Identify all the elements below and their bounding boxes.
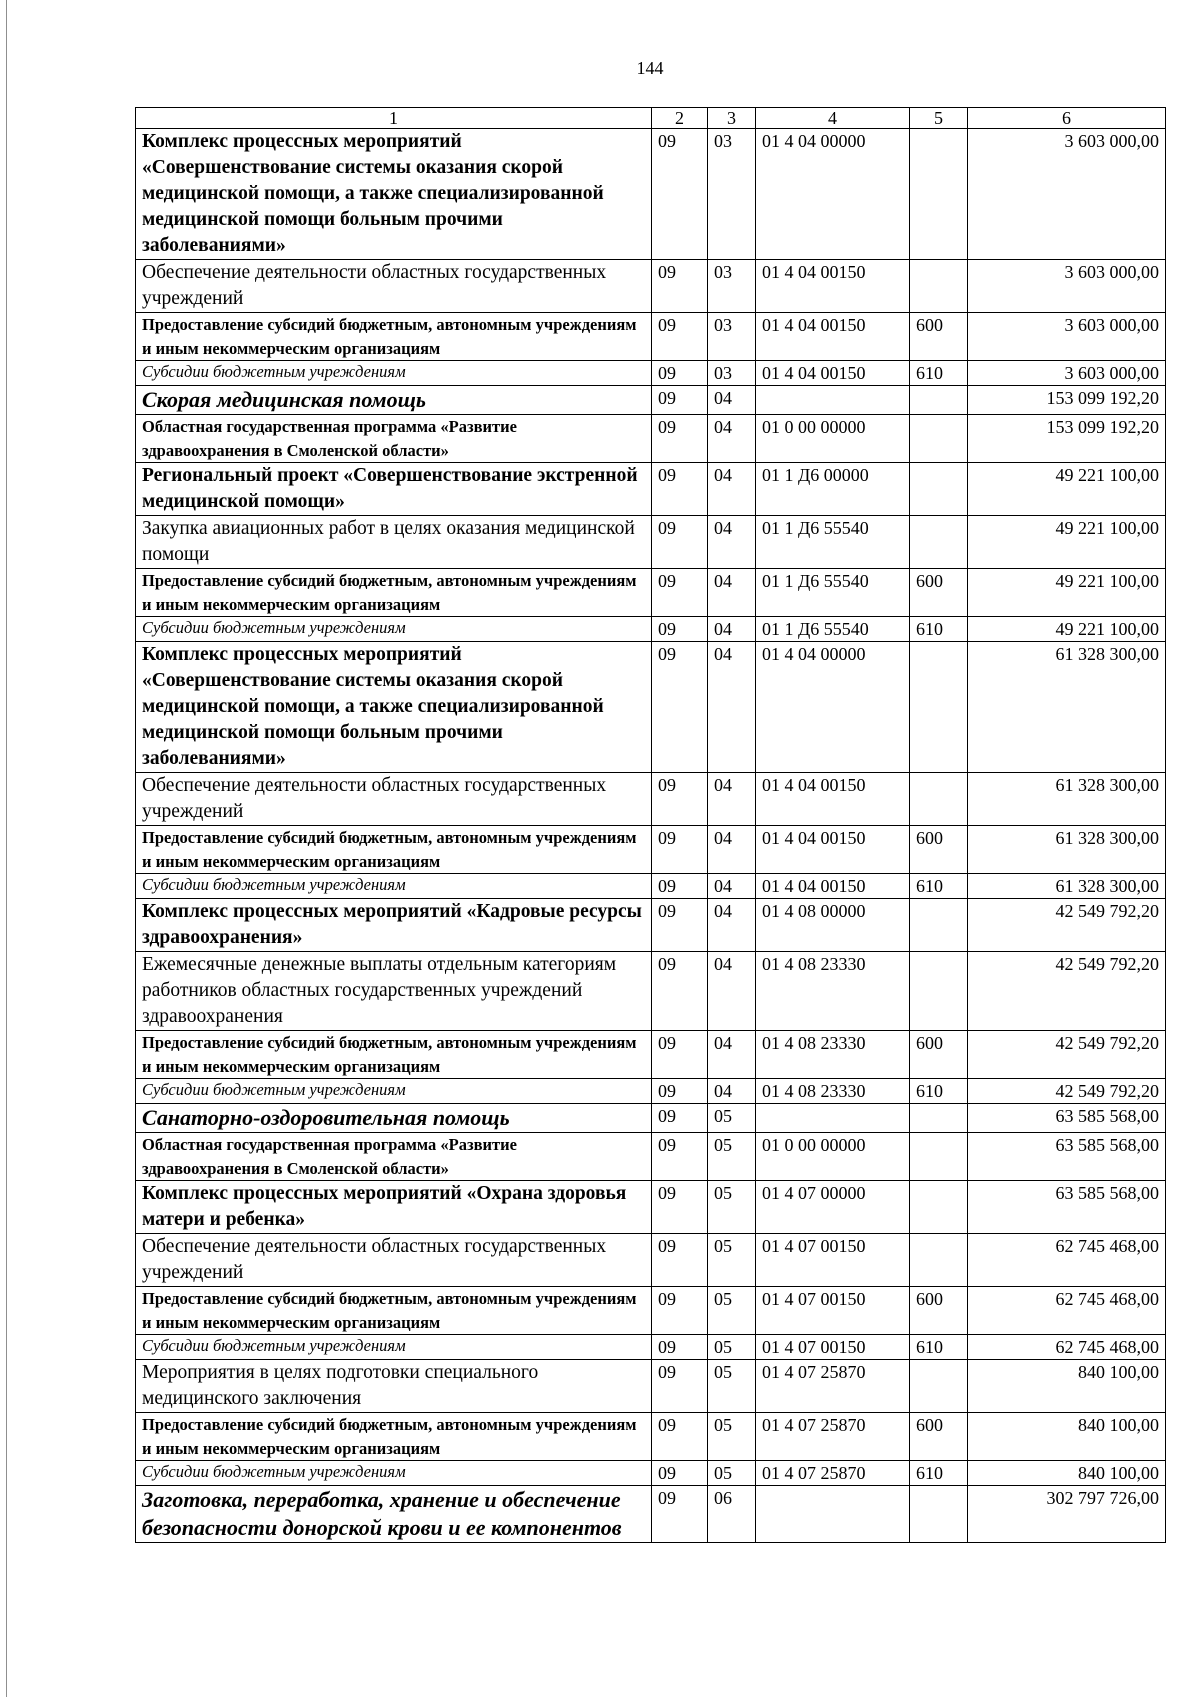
- row-target-article-code: 01 4 07 25870: [756, 1360, 910, 1413]
- row-name-cell: Обеспечение деятельности областных государственных учреждений: [136, 773, 652, 826]
- row-target-article-code: 01 4 04 00150: [756, 260, 910, 313]
- table-row: [136, 899, 1166, 952]
- row-subsection-code: 05: [708, 1461, 756, 1486]
- row-subsection-code: 04: [708, 415, 756, 463]
- row-target-article-code: 01 1 Д6 55540: [756, 569, 910, 617]
- row-section-code: 09: [652, 516, 708, 569]
- table-row: [136, 642, 1166, 773]
- row-section-code: 09: [652, 386, 708, 415]
- row-target-article-code: 01 4 08 23330: [756, 1031, 910, 1079]
- row-name-cell: Субсидии бюджетным учреждениям: [136, 1079, 652, 1104]
- row-target-article-code: 01 1 Д6 55540: [756, 516, 910, 569]
- row-target-article-code: [756, 1486, 910, 1543]
- header-col-3: 3: [708, 108, 756, 129]
- row-amount: 63 585 568,00: [968, 1104, 1166, 1133]
- row-section-code: 09: [652, 313, 708, 361]
- row-section-code: 09: [652, 1181, 708, 1234]
- row-subsection-code: 04: [708, 952, 756, 1031]
- row-subsection-code: 05: [708, 1287, 756, 1335]
- row-section-code: 09: [652, 952, 708, 1031]
- row-subsection-code: 03: [708, 260, 756, 313]
- row-section-code: 09: [652, 642, 708, 773]
- table-row: [136, 313, 1166, 361]
- row-subsection-code: 04: [708, 642, 756, 773]
- row-name-cell: Комплекс процессных мероприятий «Совершенствование системы оказания скорой медицинской помощи, а также специализированной медицинской помощи больным прочими заболеваниями»: [136, 642, 652, 773]
- row-expense-type-code: 610: [910, 1079, 968, 1104]
- table-row: [136, 1360, 1166, 1413]
- row-target-article-code: [756, 1104, 910, 1133]
- row-amount: 63 585 568,00: [968, 1133, 1166, 1181]
- row-target-article-code: 01 4 07 25870: [756, 1461, 910, 1486]
- row-expense-type-code: [910, 463, 968, 516]
- table-row: [136, 1461, 1166, 1486]
- row-amount: 42 549 792,20: [968, 899, 1166, 952]
- row-section-code: 09: [652, 1360, 708, 1413]
- row-subsection-code: 05: [708, 1181, 756, 1234]
- row-expense-type-code: [910, 1133, 968, 1181]
- row-subsection-code: 05: [708, 1234, 756, 1287]
- row-target-article-code: 01 4 08 23330: [756, 952, 910, 1031]
- table-row: [136, 826, 1166, 874]
- row-name-cell: Закупка авиационных работ в целях оказания медицинской помощи: [136, 516, 652, 569]
- row-target-article-code: 01 4 08 00000: [756, 899, 910, 952]
- row-subsection-code: 04: [708, 826, 756, 874]
- table-row: [136, 361, 1166, 386]
- row-subsection-code: 03: [708, 361, 756, 386]
- row-amount: 3 603 000,00: [968, 361, 1166, 386]
- table-row: [136, 1413, 1166, 1461]
- row-expense-type-code: 600: [910, 1413, 968, 1461]
- row-expense-type-code: [910, 1360, 968, 1413]
- row-target-article-code: 01 4 04 00150: [756, 361, 910, 386]
- row-amount: 3 603 000,00: [968, 260, 1166, 313]
- row-expense-type-code: [910, 1181, 968, 1234]
- row-expense-type-code: 610: [910, 1461, 968, 1486]
- row-name-cell: Областная государственная программа «Развитие здравоохранения в Смоленской области»: [136, 415, 652, 463]
- table-row: [136, 874, 1166, 899]
- table-row: [136, 1079, 1166, 1104]
- row-target-article-code: 01 4 04 00150: [756, 773, 910, 826]
- row-amount: 49 221 100,00: [968, 569, 1166, 617]
- table-row: [136, 129, 1166, 260]
- row-amount: 61 328 300,00: [968, 826, 1166, 874]
- row-target-article-code: [756, 386, 910, 415]
- row-name-cell: Комплекс процессных мероприятий «Кадровые ресурсы здравоохранения»: [136, 899, 652, 952]
- row-subsection-code: 05: [708, 1133, 756, 1181]
- table-body: [136, 129, 1166, 1543]
- row-section-code: 09: [652, 1335, 708, 1360]
- row-name-cell: Санаторно-оздоровительная помощь: [136, 1104, 652, 1133]
- row-subsection-code: 03: [708, 313, 756, 361]
- row-expense-type-code: [910, 773, 968, 826]
- table-row: [136, 773, 1166, 826]
- row-section-code: 09: [652, 569, 708, 617]
- row-expense-type-code: 610: [910, 1335, 968, 1360]
- row-section-code: 09: [652, 899, 708, 952]
- row-expense-type-code: [910, 1104, 968, 1133]
- row-section-code: 09: [652, 415, 708, 463]
- row-amount: 61 328 300,00: [968, 874, 1166, 899]
- row-amount: 302 797 726,00: [968, 1486, 1166, 1543]
- row-name-cell: Обеспечение деятельности областных государственных учреждений: [136, 260, 652, 313]
- row-name-cell: Субсидии бюджетным учреждениям: [136, 617, 652, 642]
- row-target-article-code: 01 4 08 23330: [756, 1079, 910, 1104]
- row-section-code: 09: [652, 1461, 708, 1486]
- row-section-code: 09: [652, 1234, 708, 1287]
- scan-edge-line: [6, 0, 7, 1697]
- row-target-article-code: 01 1 Д6 55540: [756, 617, 910, 642]
- row-expense-type-code: [910, 952, 968, 1031]
- row-name-cell: Обеспечение деятельности областных государственных учреждений: [136, 1234, 652, 1287]
- row-amount: 63 585 568,00: [968, 1181, 1166, 1234]
- row-amount: 840 100,00: [968, 1461, 1166, 1486]
- row-target-article-code: 01 4 07 00000: [756, 1181, 910, 1234]
- row-expense-type-code: 610: [910, 874, 968, 899]
- header-col-1: 1: [136, 108, 652, 129]
- row-subsection-code: 05: [708, 1335, 756, 1360]
- row-amount: 62 745 468,00: [968, 1335, 1166, 1360]
- row-target-article-code: 01 4 04 00150: [756, 874, 910, 899]
- row-expense-type-code: 600: [910, 569, 968, 617]
- row-amount: 62 745 468,00: [968, 1234, 1166, 1287]
- row-amount: 840 100,00: [968, 1360, 1166, 1413]
- row-expense-type-code: [910, 386, 968, 415]
- table-row: [136, 1133, 1166, 1181]
- row-subsection-code: 04: [708, 569, 756, 617]
- row-name-cell: Заготовка, переработка, хранение и обеспечение безопасности донорской крови и ее компонентов: [136, 1486, 652, 1543]
- row-name-cell: Комплекс процессных мероприятий «Совершенствование системы оказания скорой медицинской помощи, а также специализированной медицинской помощи больным прочими заболеваниями»: [136, 129, 652, 260]
- row-amount: 49 221 100,00: [968, 617, 1166, 642]
- row-amount: 153 099 192,20: [968, 386, 1166, 415]
- row-section-code: 09: [652, 1287, 708, 1335]
- row-expense-type-code: [910, 415, 968, 463]
- row-expense-type-code: [910, 1486, 968, 1543]
- row-expense-type-code: [910, 899, 968, 952]
- header-col-6: 6: [968, 108, 1166, 129]
- page-number: 144: [636, 58, 664, 78]
- table-row: [136, 1104, 1166, 1133]
- table-row: [136, 569, 1166, 617]
- table-row: [136, 617, 1166, 642]
- table-header-row: [136, 108, 1166, 129]
- row-subsection-code: 04: [708, 386, 756, 415]
- row-amount: 3 603 000,00: [968, 129, 1166, 260]
- row-subsection-code: 03: [708, 129, 756, 260]
- row-section-code: 09: [652, 361, 708, 386]
- row-section-code: 09: [652, 1031, 708, 1079]
- table-row: [136, 516, 1166, 569]
- row-name-cell: Предоставление субсидий бюджетным, автономным учреждениям и иным некоммерческим организациям: [136, 1413, 652, 1461]
- row-name-cell: Предоставление субсидий бюджетным, автономным учреждениям и иным некоммерческим организациям: [136, 313, 652, 361]
- row-amount: 49 221 100,00: [968, 516, 1166, 569]
- row-target-article-code: 01 0 00 00000: [756, 1133, 910, 1181]
- row-name-cell: Региональный проект «Совершенствование экстренной медицинской помощи»: [136, 463, 652, 516]
- row-target-article-code: 01 4 07 00150: [756, 1335, 910, 1360]
- row-subsection-code: 04: [708, 617, 756, 642]
- row-subsection-code: 04: [708, 1079, 756, 1104]
- row-name-cell: Предоставление субсидий бюджетным, автономным учреждениям и иным некоммерческим организациям: [136, 569, 652, 617]
- table-row: [136, 1335, 1166, 1360]
- row-subsection-code: 04: [708, 463, 756, 516]
- row-name-cell: Ежемесячные денежные выплаты отдельным категориям работников областных государственных учреждений здравоохранения: [136, 952, 652, 1031]
- row-subsection-code: 04: [708, 899, 756, 952]
- row-expense-type-code: [910, 260, 968, 313]
- row-expense-type-code: 600: [910, 1287, 968, 1335]
- row-name-cell: Предоставление субсидий бюджетным, автономным учреждениям и иным некоммерческим организациям: [136, 1031, 652, 1079]
- row-subsection-code: 05: [708, 1413, 756, 1461]
- row-name-cell: Субсидии бюджетным учреждениям: [136, 1335, 652, 1360]
- row-amount: 42 549 792,20: [968, 1079, 1166, 1104]
- row-expense-type-code: [910, 642, 968, 773]
- row-amount: 3 603 000,00: [968, 313, 1166, 361]
- row-section-code: 09: [652, 1413, 708, 1461]
- table-row: [136, 1031, 1166, 1079]
- row-subsection-code: 06: [708, 1486, 756, 1543]
- table-row: [136, 260, 1166, 313]
- row-subsection-code: 05: [708, 1360, 756, 1413]
- row-amount: 61 328 300,00: [968, 773, 1166, 826]
- row-section-code: 09: [652, 874, 708, 899]
- row-section-code: 09: [652, 1486, 708, 1543]
- row-name-cell: Мероприятия в целях подготовки специального медицинского заключения: [136, 1360, 652, 1413]
- header-col-4: 4: [756, 108, 910, 129]
- row-name-cell: Субсидии бюджетным учреждениям: [136, 1461, 652, 1486]
- row-target-article-code: 01 4 04 00000: [756, 642, 910, 773]
- row-subsection-code: 05: [708, 1104, 756, 1133]
- row-expense-type-code: [910, 1234, 968, 1287]
- row-amount: 840 100,00: [968, 1413, 1166, 1461]
- row-section-code: 09: [652, 1104, 708, 1133]
- row-amount: 49 221 100,00: [968, 463, 1166, 516]
- row-expense-type-code: 610: [910, 617, 968, 642]
- row-name-cell: Субсидии бюджетным учреждениям: [136, 361, 652, 386]
- row-section-code: 09: [652, 1133, 708, 1181]
- table-row: [136, 386, 1166, 415]
- row-target-article-code: 01 4 07 00150: [756, 1287, 910, 1335]
- row-subsection-code: 04: [708, 874, 756, 899]
- row-subsection-code: 04: [708, 773, 756, 826]
- row-section-code: 09: [652, 617, 708, 642]
- row-target-article-code: 01 4 04 00150: [756, 313, 910, 361]
- table-row: [136, 1287, 1166, 1335]
- table-row: [136, 1234, 1166, 1287]
- row-subsection-code: 04: [708, 516, 756, 569]
- row-section-code: 09: [652, 773, 708, 826]
- row-expense-type-code: [910, 129, 968, 260]
- row-expense-type-code: 600: [910, 1031, 968, 1079]
- table-row: [136, 415, 1166, 463]
- row-name-cell: Предоставление субсидий бюджетным, автономным учреждениям и иным некоммерческим организациям: [136, 826, 652, 874]
- row-target-article-code: 01 4 07 25870: [756, 1413, 910, 1461]
- row-target-article-code: 01 4 04 00000: [756, 129, 910, 260]
- header-col-2: 2: [652, 108, 708, 129]
- row-amount: 62 745 468,00: [968, 1287, 1166, 1335]
- row-expense-type-code: 610: [910, 361, 968, 386]
- table-row: [136, 463, 1166, 516]
- header-col-5: 5: [910, 108, 968, 129]
- row-section-code: 09: [652, 129, 708, 260]
- row-section-code: 09: [652, 260, 708, 313]
- table-row: [136, 952, 1166, 1031]
- row-target-article-code: 01 0 00 00000: [756, 415, 910, 463]
- row-expense-type-code: 600: [910, 826, 968, 874]
- row-amount: 42 549 792,20: [968, 1031, 1166, 1079]
- row-expense-type-code: 600: [910, 313, 968, 361]
- row-target-article-code: 01 4 04 00150: [756, 826, 910, 874]
- row-section-code: 09: [652, 1079, 708, 1104]
- row-subsection-code: 04: [708, 1031, 756, 1079]
- row-name-cell: Областная государственная программа «Развитие здравоохранения в Смоленской области»: [136, 1133, 652, 1181]
- row-name-cell: Предоставление субсидий бюджетным, автономным учреждениям и иным некоммерческим организациям: [136, 1287, 652, 1335]
- table-row: [136, 1486, 1166, 1543]
- row-name-cell: Субсидии бюджетным учреждениям: [136, 874, 652, 899]
- row-section-code: 09: [652, 463, 708, 516]
- row-expense-type-code: [910, 516, 968, 569]
- table-row: [136, 1181, 1166, 1234]
- row-name-cell: Комплекс процессных мероприятий «Охрана здоровья матери и ребенка»: [136, 1181, 652, 1234]
- row-target-article-code: 01 1 Д6 00000: [756, 463, 910, 516]
- row-amount: 42 549 792,20: [968, 952, 1166, 1031]
- budget-table: [135, 107, 1166, 1543]
- row-name-cell: Скорая медицинская помощь: [136, 386, 652, 415]
- row-section-code: 09: [652, 826, 708, 874]
- row-target-article-code: 01 4 07 00150: [756, 1234, 910, 1287]
- row-amount: 153 099 192,20: [968, 415, 1166, 463]
- row-amount: 61 328 300,00: [968, 642, 1166, 773]
